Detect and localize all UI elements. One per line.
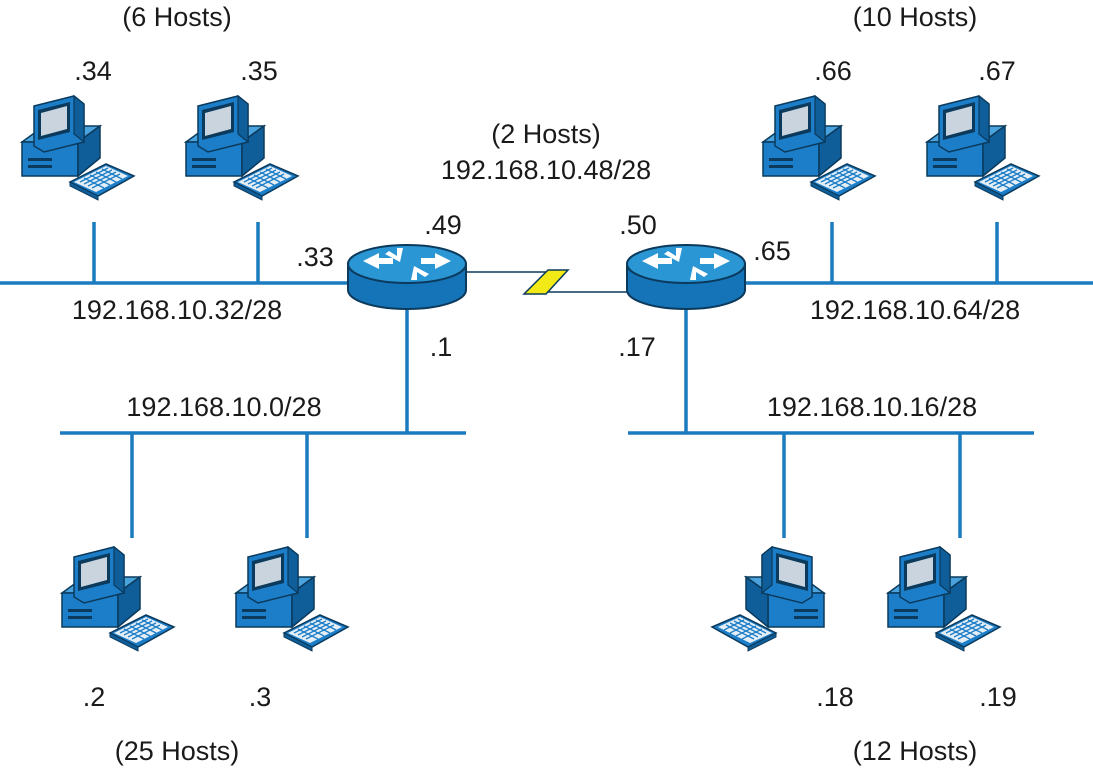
ip-label-router-if: .33 xyxy=(296,242,334,272)
desktop-pc-icon xyxy=(186,96,298,200)
desktop-pc-icon xyxy=(888,547,1000,651)
subnet-label-bottom-left: 192.168.10.0/28 xyxy=(126,392,322,422)
desktop-pc-icon xyxy=(62,547,174,651)
subnet-label-top-right: 192.168.10.64/28 xyxy=(809,295,1021,325)
desktop-pc-icon xyxy=(763,96,875,200)
ip-label-pc: .18 xyxy=(816,682,854,712)
desktop-pc-icon xyxy=(712,547,824,651)
ip-label-router-if: .65 xyxy=(753,236,791,266)
ip-label-pc: .2 xyxy=(82,682,106,712)
lightning-bolt-icon xyxy=(462,270,630,294)
hosts-label-bottom-right: (12 Hosts) xyxy=(852,736,978,766)
subnet-label-wan: 192.168.10.48/28 xyxy=(440,155,652,185)
ip-label-router-if: .49 xyxy=(424,210,462,240)
ip-label-pc: .66 xyxy=(814,56,852,86)
router-icon xyxy=(348,245,466,309)
router-icon xyxy=(627,245,745,309)
desktop-pc-icon xyxy=(236,547,348,651)
ip-label-pc: .34 xyxy=(74,56,112,86)
subnet-label-bottom-right: 192.168.10.16/28 xyxy=(766,392,978,422)
hosts-label-top-left: (6 Hosts) xyxy=(122,2,232,32)
subnet-label-top-left: 192.168.10.32/28 xyxy=(71,295,283,325)
desktop-pc-icon xyxy=(22,96,134,200)
ip-label-router-if: .17 xyxy=(618,332,656,362)
hosts-label-top-right: (10 Hosts) xyxy=(852,2,978,32)
ip-label-router-if: .50 xyxy=(619,210,657,240)
ip-label-router-if: .1 xyxy=(429,332,453,362)
ip-label-pc: .19 xyxy=(979,682,1017,712)
ip-label-pc: .3 xyxy=(248,682,272,712)
ip-label-pc: .67 xyxy=(978,56,1016,86)
ip-label-pc: .35 xyxy=(240,56,278,86)
hosts-label-wan: (2 Hosts) xyxy=(491,119,601,149)
desktop-pc-icon xyxy=(927,96,1039,200)
hosts-label-bottom-left: (25 Hosts) xyxy=(114,736,240,766)
